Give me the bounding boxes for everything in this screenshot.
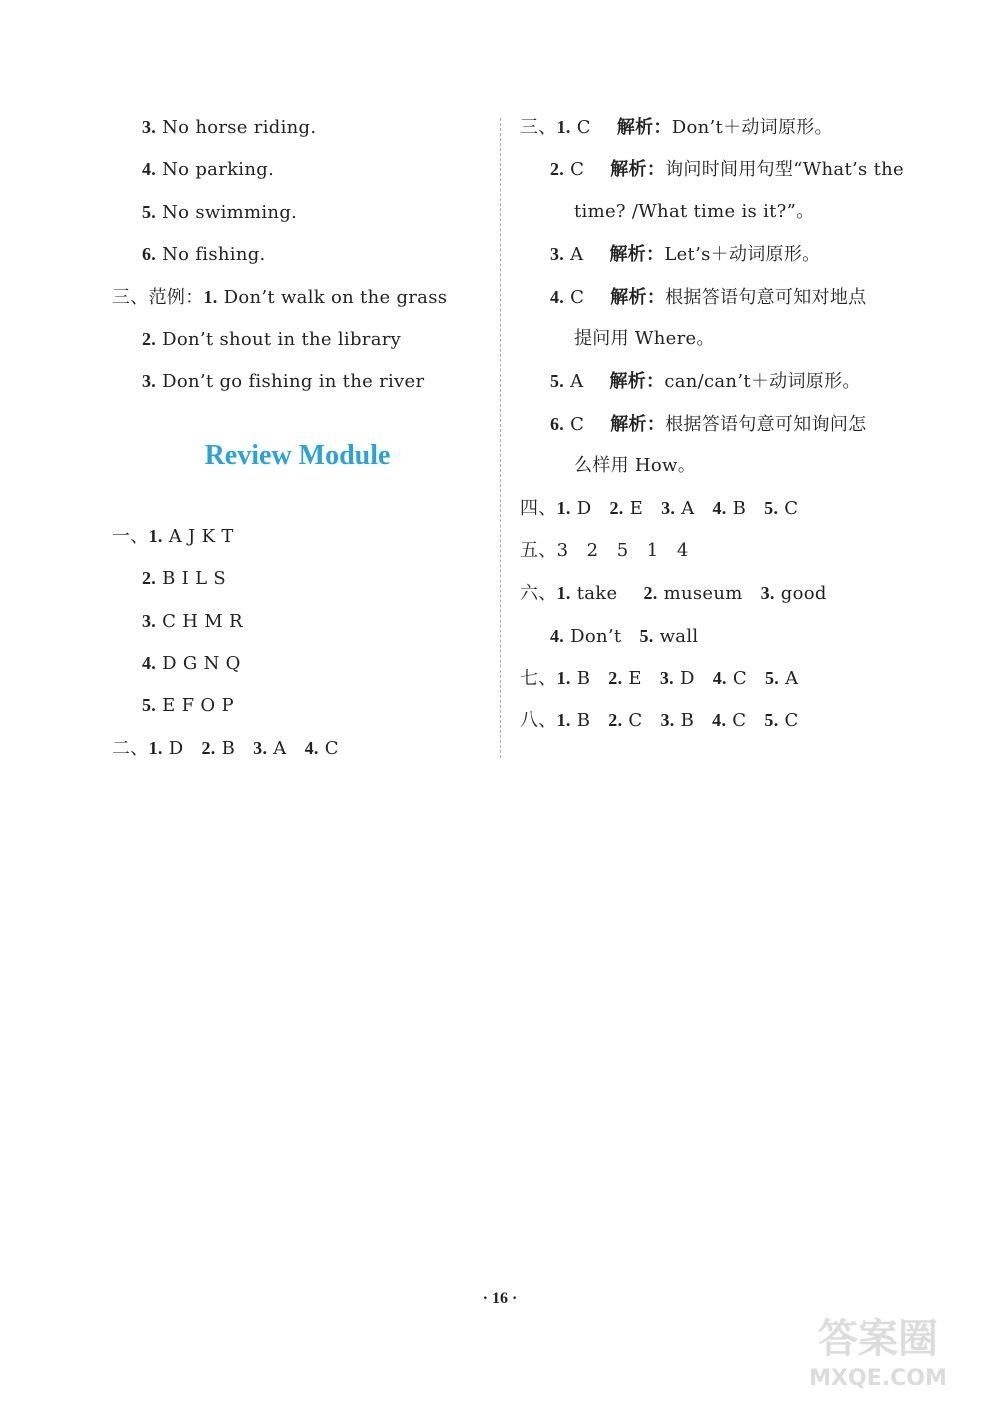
section-label: 四、 (520, 498, 557, 519)
answer-line: 5. A 解析：can/can’t＋动词原形。 (550, 371, 861, 392)
answer-line: 三、范例：1. Don’t walk on the grass (112, 287, 448, 308)
section-label: 一、 (112, 526, 149, 547)
watermark-logo: 答案圈 MXQE.COM (809, 1316, 947, 1391)
answer-line: 么样用 How。 (574, 455, 697, 476)
answer-line: 2. Don’t shout in the library (142, 329, 402, 350)
answer-line: 6. No fishing. (142, 244, 266, 265)
page-number: · 16 · (482, 1290, 518, 1307)
section-label: 五、 (520, 540, 557, 561)
answer-line: 3. No horse riding. (142, 117, 317, 138)
section-label: 三、 (520, 117, 557, 138)
section-label: 三、范例： (112, 287, 204, 308)
section-label: 六、 (520, 583, 557, 604)
answer-line: 5. E F O P (142, 695, 234, 716)
answer-line: 2. B I L S (142, 568, 227, 589)
answer-line: 四、1. D 2. E 3. A 4. B 5. C (520, 498, 799, 519)
answer-line: 一、1. A J K T (112, 526, 234, 547)
answer-line: time? /What time is it?”。 (574, 201, 815, 222)
module-title: Review Module (204, 440, 391, 471)
answer-line: 八、1. B 2. C 3. B 4. C 5. C (520, 710, 799, 731)
answer-line: 六、1. take 2. museum 3. good (520, 583, 827, 604)
answer-line: 5. No swimming. (142, 202, 298, 223)
answer-line: 三、1. C 解析：Don’t＋动词原形。 (520, 117, 833, 138)
answer-line: 七、1. B 2. E 3. D 4. C 5. A (520, 668, 799, 689)
answer-line: 3. A 解析：Let’s＋动词原形。 (550, 244, 821, 265)
section-label: 二、 (112, 738, 149, 759)
answer-line: 2. C 解析：询问时间用句型“What’s the (550, 159, 904, 180)
answer-line: 6. C 解析：根据答语句意可知询问怎 (550, 414, 867, 435)
answer-line: 二、1. D 2. B 3. A 4. C (112, 738, 339, 759)
section-label: 八、 (520, 710, 557, 731)
answer-line: 4. No parking. (142, 159, 275, 180)
section-label: 七、 (520, 668, 557, 689)
column-divider (500, 118, 501, 758)
answer-line: 4. C 解析：根据答语句意可知对地点 (550, 287, 867, 308)
answer-line: 3. Don’t go fishing in the river (142, 371, 425, 392)
answer-line: 五、3 2 5 1 4 (520, 540, 689, 561)
answer-line: 3. C H M R (142, 611, 243, 632)
answer-line: 4. D G N Q (142, 653, 241, 674)
answer-line: 4. Don’t 5. wall (550, 626, 699, 647)
answer-line: 提问用 Where。 (574, 328, 715, 349)
